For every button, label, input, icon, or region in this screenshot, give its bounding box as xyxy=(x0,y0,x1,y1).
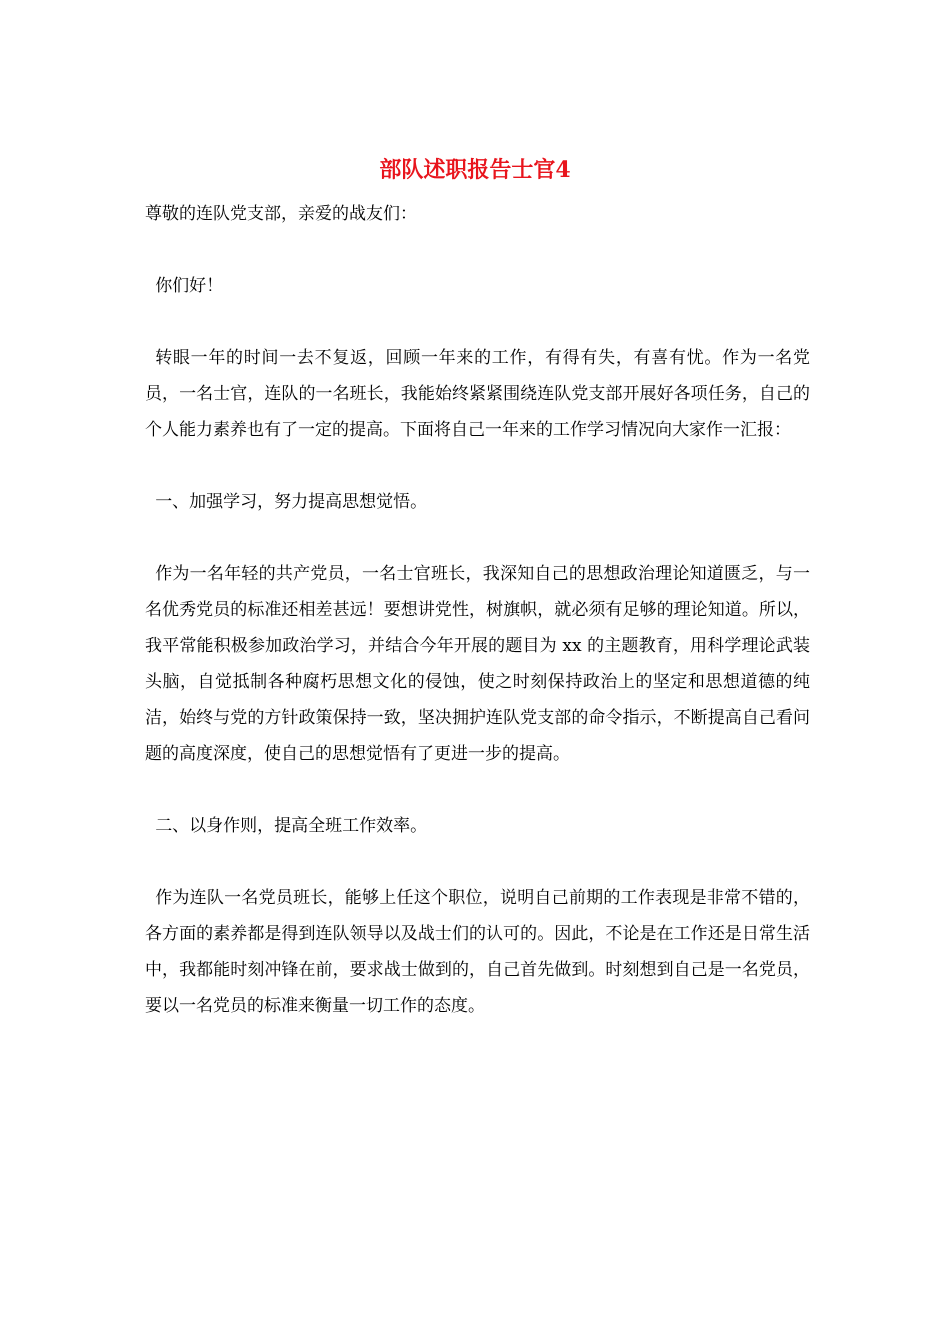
section-heading-1: 一、加强学习，努力提高思想觉悟。 xyxy=(155,492,428,512)
paragraph-example: 作为连队一名党员班长，能够上任这个职位，说明自己前期的工作表现是非常不错的，各方面的素养都是得到连队领导以及战士们的认可的。因此，不论是在工作还是日常生活中，我都能时刻冲锋在前，要求战士做到的，自己首先做到。时刻想到自己是一名党员，要以一名党员的标准来衡量一切工作的态度。 xyxy=(145,888,810,1016)
salutation: 尊敬的连队党支部，亲爱的战友们： xyxy=(145,204,417,224)
section-heading-2: 二、以身作则，提高全班工作效率。 xyxy=(155,816,428,836)
document-body xyxy=(145,196,810,1060)
paragraph-intro: 转眼一年的时间一去不复返，回顾一年来的工作，有得有失，有喜有忧。作为一名党员，一名士官，连队的一名班长，我能始终紧紧围绕连队党支部开展好各项任务，自己的个人能力素养也有了一定的提高。下面将自己一年来的工作学习情况向大家作一汇报： xyxy=(145,348,810,440)
paragraph-study: 作为一名年轻的共产党员，一名士官班长，我深知自己的思想政治理论知道匮乏，与一名优秀党员的标准还相差甚远！要想讲党性，树旗帜，就必须有足够的理论知道。所以，我平常能积极参加政治学习，并结合今年开展的题目为 xx 的主题教育，用科学理论武装头脑，自觉抵制各种腐朽思想文化的侵蚀，使之时刻保持政治上的坚定和思想道德的纯洁，始终与党的方针政策保持一致，坚决拥护连队党支部的命令指示，不断提高自己看问题的高度深度，使自己的思想觉悟有了更进一步的提高。 xyxy=(145,564,810,764)
greeting: 你们好！ xyxy=(155,276,224,296)
document-title: 部队述职报告士官4 xyxy=(379,157,571,183)
